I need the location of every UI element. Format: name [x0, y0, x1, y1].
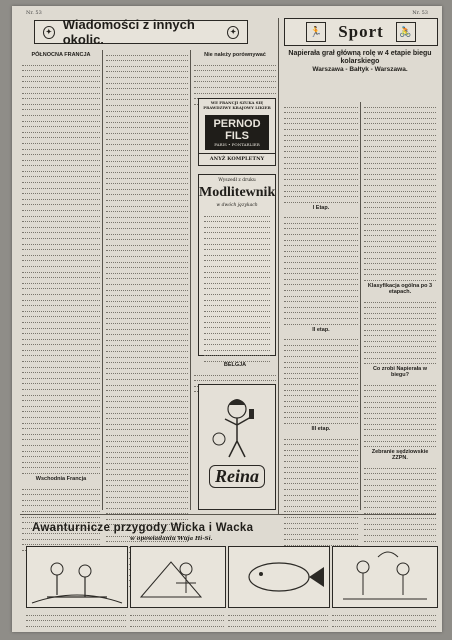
section-title-news: Wiadomości z innych okolic. [62, 17, 195, 47]
comic-drawing [229, 547, 329, 607]
comic-drawing [27, 547, 127, 607]
ad-subtitle: w dwóch językach [216, 203, 258, 208]
sport-headline-sub: Warszawa - Bałtyk - Warszawa. [312, 66, 408, 73]
article-body [22, 484, 100, 551]
ad-tagline: ANYŻ KOMPLETNY [199, 153, 275, 162]
pernod-advertisement [198, 98, 276, 166]
column-rule [190, 50, 191, 510]
column-heading: Nie należy porównywać [204, 52, 266, 58]
comic-panel-4 [332, 546, 438, 608]
prayer-book-advertisement [198, 174, 276, 356]
sport-subheading: I Etap. [312, 204, 330, 211]
comic-caption-3 [228, 610, 328, 627]
comic-subtitle: w opowiadaniu Wuja Hi-Si. [130, 536, 213, 542]
column-rule [278, 18, 279, 514]
article-body [106, 50, 188, 587]
runner-icon: 🏃 [306, 22, 326, 42]
news-column-2 [106, 50, 188, 587]
sport-subheading: Co zrobi Napierała w biegu? [372, 366, 428, 379]
column-heading: BELGJA [223, 362, 247, 368]
section-title-sport: Sport [338, 22, 384, 41]
comic-panel-3 [228, 546, 330, 608]
article-body [22, 60, 100, 474]
ad-brand: Reina [209, 465, 265, 488]
emblem-icon: ✦ [43, 26, 55, 39]
page-header-left: Nr. 53 [26, 10, 42, 16]
section-banner-news [34, 17, 248, 47]
ad-top-text: Wyszedł z druku [218, 178, 256, 183]
column-rule [360, 102, 361, 510]
news-column-3 [194, 50, 276, 105]
emblem-icon: ✦ [227, 26, 239, 39]
ad-top-text: WE FRANCJI SZUKA SIĘ PRAWDZIWY KRAJOWY LIKIER [203, 100, 271, 110]
column-rule [102, 50, 103, 510]
sport-headline-main: Napierała grał główną rolę w 4 etapie biegu kolarskiego [288, 50, 432, 65]
sport-subheading: Klasyfikacja ogólna po 3 etapach. [367, 283, 433, 295]
ad-brand: PERNOD FILS [213, 118, 261, 143]
sport-column-1 [284, 102, 358, 546]
sport-headline [282, 50, 438, 74]
page-header-right: Nr. 53 [412, 10, 428, 16]
news-column-1 [22, 50, 100, 551]
comic-title: Awanturnicze przygody Wicka i Wacka [32, 522, 254, 534]
reina-advertisement [198, 384, 276, 510]
section-banner-sport [284, 18, 438, 46]
sport-column-2 [364, 102, 436, 598]
woman-drinking-illustration [207, 391, 267, 461]
comic-drawing [131, 547, 225, 607]
sport-subheading: Zebranie sędziowskie ZZPN. [371, 449, 429, 462]
comic-caption-2 [130, 610, 224, 627]
sport-subheading: III etap. [311, 426, 331, 433]
comic-panel-1 [26, 546, 128, 608]
comic-panel-2 [130, 546, 226, 608]
sport-subheading: II etap. [312, 326, 330, 333]
comic-caption-1 [26, 610, 126, 627]
newspaper-page [12, 6, 442, 632]
ad-subtitle: PARIS • PONTARLIER [214, 142, 260, 148]
comic-drawing [333, 547, 437, 607]
comic-caption-4 [332, 610, 436, 627]
column-heading: Wschodnia Francja [35, 475, 87, 482]
column-heading: PÓŁNOCNA FRANCJA [31, 52, 91, 58]
cyclist-icon: 🚴 [396, 22, 416, 42]
ad-brand: Modlitewnik [199, 185, 276, 200]
